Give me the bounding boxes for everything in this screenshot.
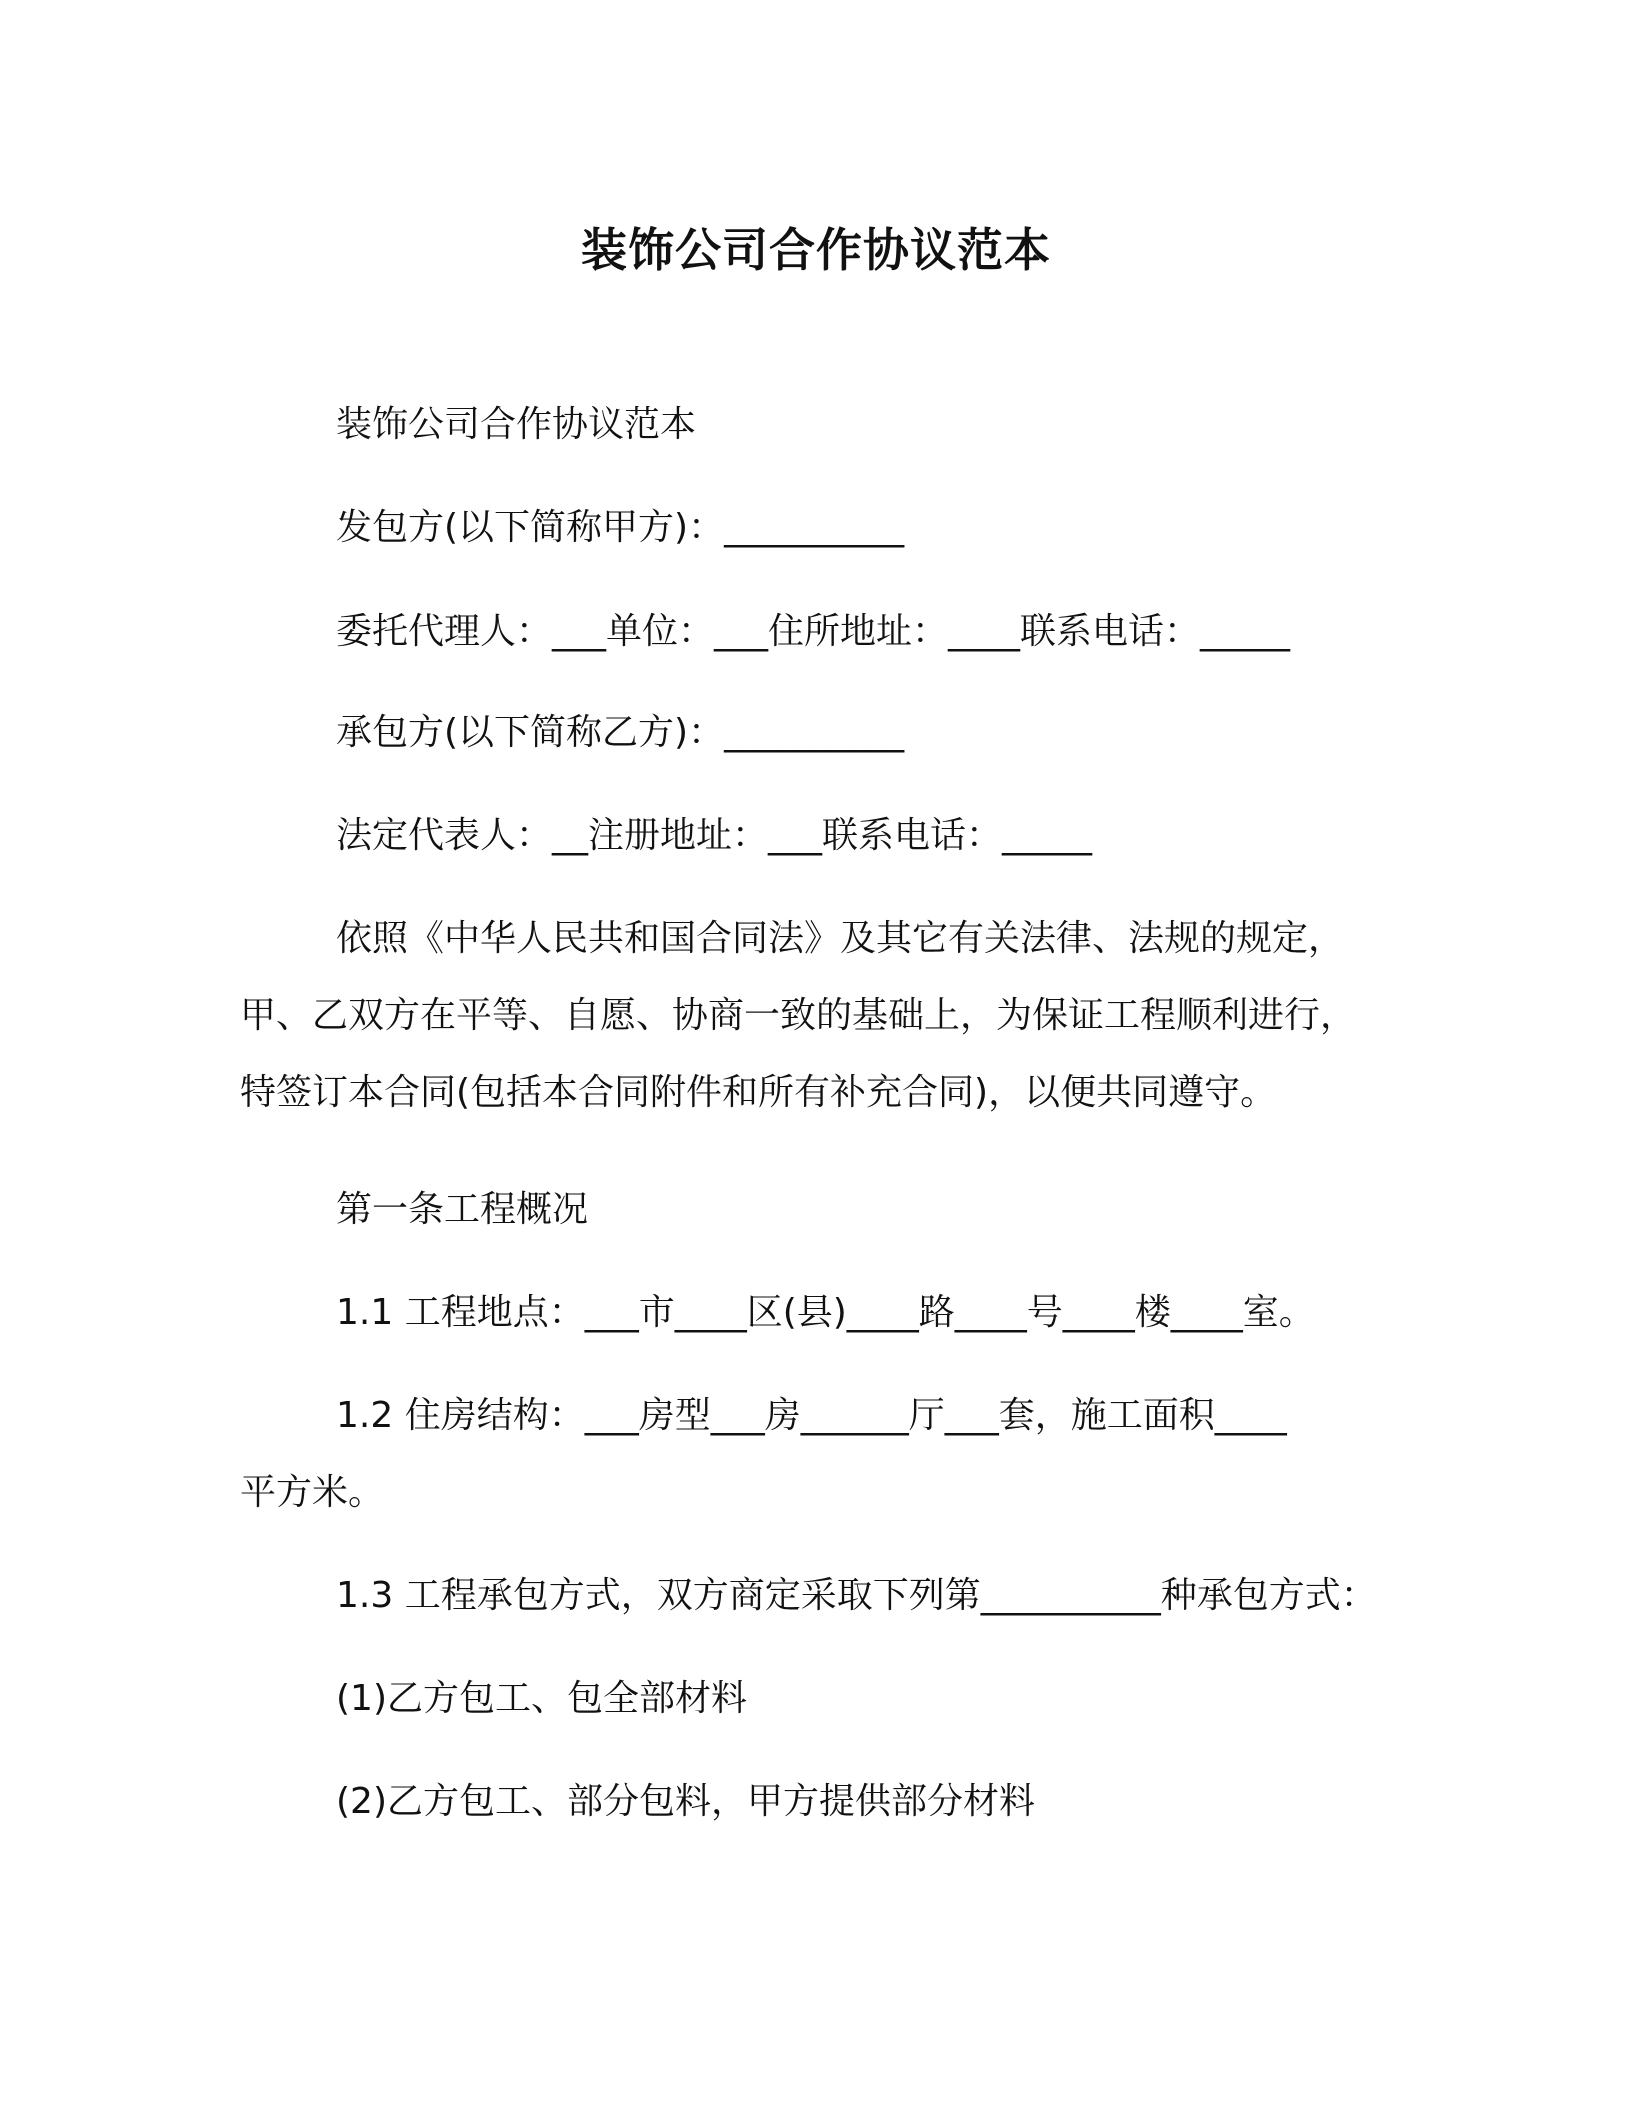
option-1: (1)乙方包工、包全部材料: [336, 1678, 747, 1719]
item-1-2-line: 平方米。: [240, 1472, 385, 1513]
paragraph-basis: [240, 909, 1400, 1123]
paragraph-party-b: 承包方(以下简称乙方)：__________: [336, 712, 905, 753]
paragraph-basis-line: 依照《中华人民共和国合同法》及其它有关法律、法规的规定，: [336, 918, 1345, 959]
item-1-2-line: 1.2 住房结构：___房型___房______厅___套，施工面积____: [336, 1395, 1287, 1436]
paragraph-party-a: 发包方(以下简称甲方)：__________: [336, 507, 905, 548]
document-title: 装饰公司合作协议范本: [581, 223, 1051, 277]
item-1-1: 1.1 工程地点：___市____区(县)____路____号____楼____室。: [336, 1292, 1315, 1333]
item-1-3: 1.3 工程承包方式，双方商定采取下列第__________种承包方式：: [336, 1575, 1377, 1616]
paragraph-basis-line: 甲、乙双方在平等、自愿、协商一致的基础上，为保证工程顺利进行，: [240, 995, 1357, 1036]
paragraph-agent: 委托代理人：___单位：___住所地址：____联系电话：_____: [336, 611, 1291, 652]
item-1-2: [240, 1386, 1400, 1523]
paragraph-basis-line: 特签订本合同(包括本合同附件和所有补充合同)，以便共同遵守。: [240, 1072, 1277, 1113]
article-1-heading: 第一条工程概况: [336, 1189, 589, 1230]
option-2: (2)乙方包工、部分包料，甲方提供部分材料: [336, 1781, 1035, 1822]
paragraph-legal-rep: 法定代表人：__注册地址：___联系电话：_____: [336, 815, 1093, 856]
paragraph-subtitle: 装饰公司合作协议范本: [336, 404, 697, 445]
